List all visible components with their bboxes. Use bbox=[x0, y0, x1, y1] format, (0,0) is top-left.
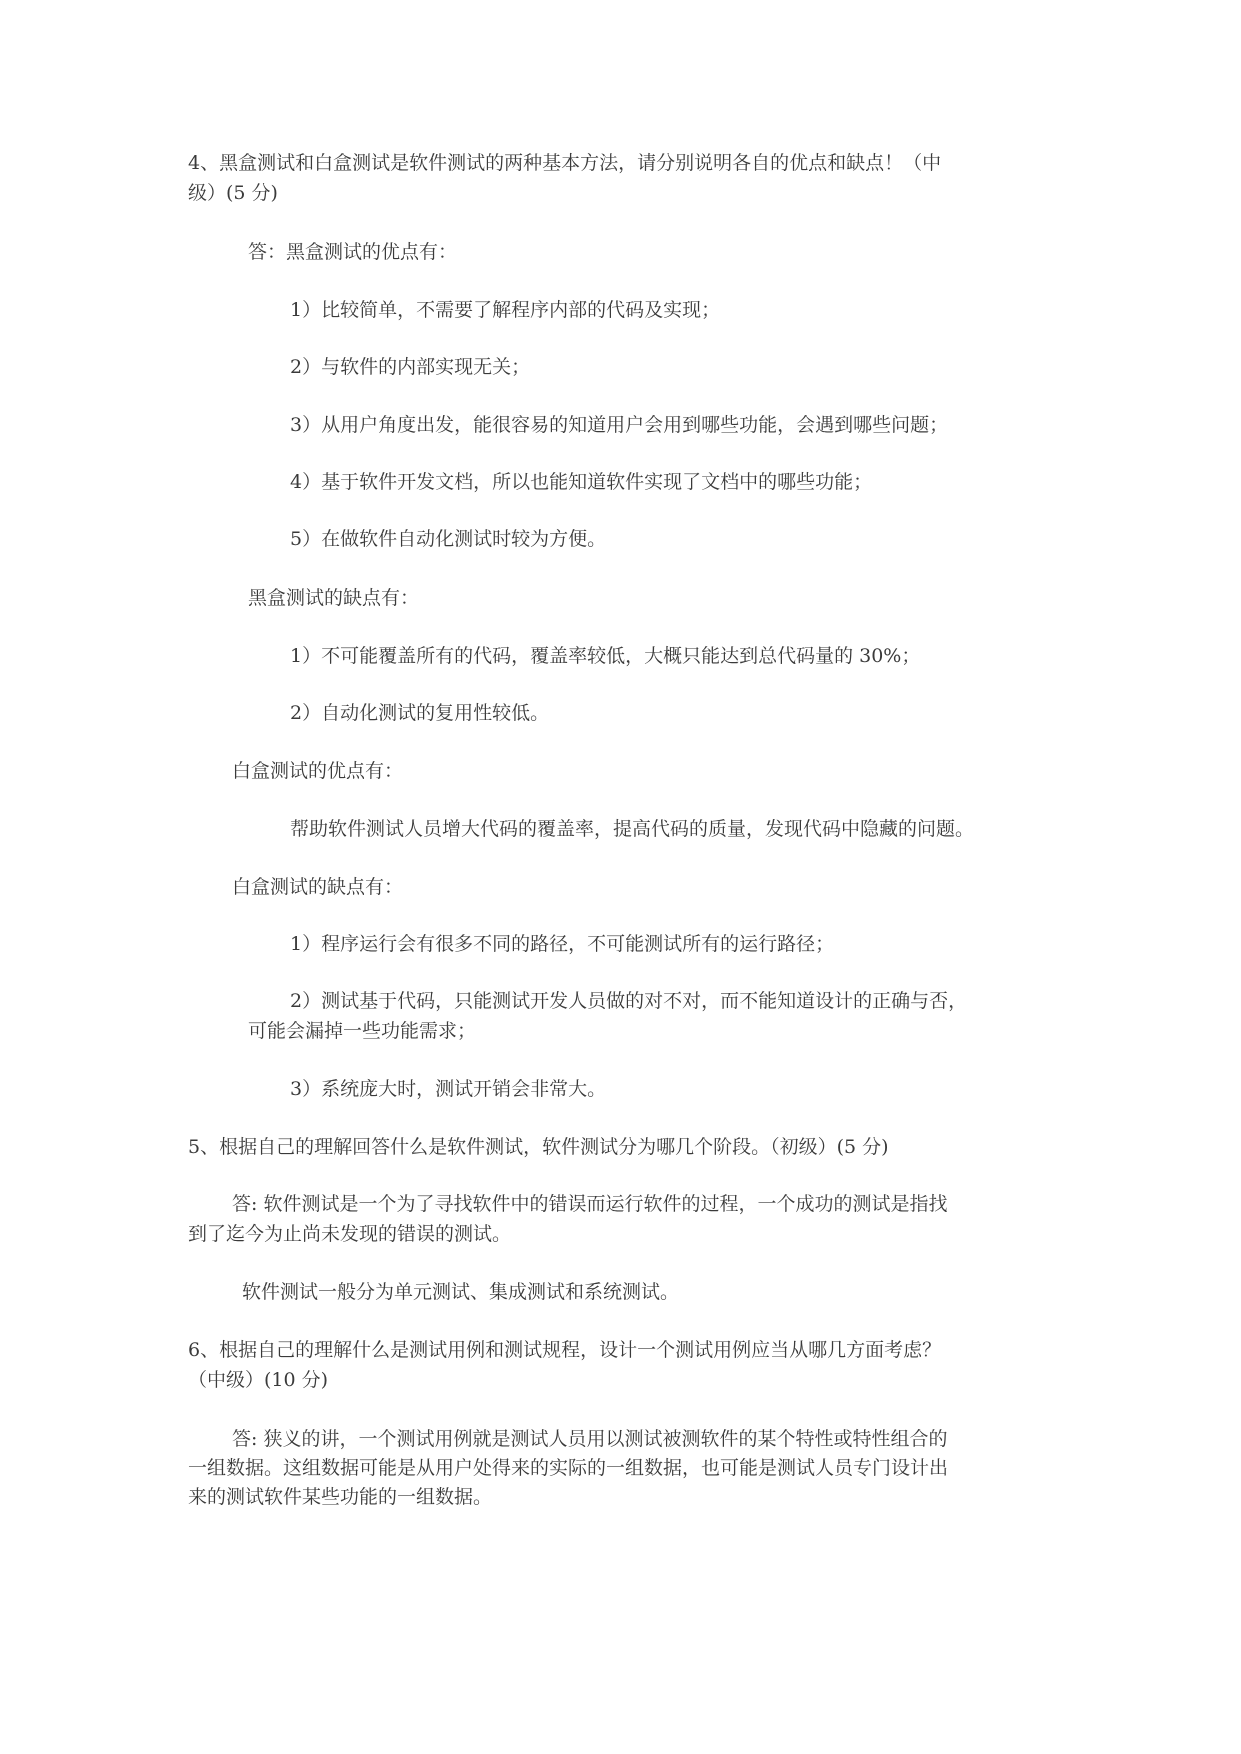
question-6-title: 6、根据自己的理解什么是测试用例和测试规程，设计一个测试用例应当从哪几方面考虑？ bbox=[188, 1339, 942, 1361]
question-6-answer-cont-1: 一组数据。这组数据可能是从用户处得来的实际的一组数据，也可能是测试人员专门设计出 bbox=[188, 1457, 949, 1479]
question-5-answer: 答: 软件测试是一个为了寻找软件中的错误而运行软件的过程，一个成功的测试是指找 bbox=[232, 1193, 948, 1215]
white-box-con-1: 1）程序运行会有很多不同的路径，不可能测试所有的运行路径； bbox=[290, 933, 835, 955]
answer-intro: 答：黑盒测试的优点有： bbox=[248, 241, 458, 263]
black-box-pro-5: 5）在做软件自动化测试时较为方便。 bbox=[290, 528, 607, 550]
black-box-pro-4: 4）基于软件开发文档，所以也能知道软件实现了文档中的哪些功能； bbox=[290, 471, 873, 493]
question-5-stages: 软件测试一般分为单元测试、集成测试和系统测试。 bbox=[242, 1281, 680, 1303]
white-box-cons-heading: 白盒测试的缺点有： bbox=[232, 876, 404, 898]
white-box-pros-heading: 白盒测试的优点有： bbox=[232, 760, 404, 782]
black-box-con-1: 1）不可能覆盖所有的代码，覆盖率较低，大概只能达到总代码量的 30%； bbox=[290, 645, 921, 667]
white-box-con-2-cont: 可能会漏掉一些功能需求； bbox=[248, 1020, 477, 1042]
white-box-con-3: 3）系统庞大时，测试开销会非常大。 bbox=[290, 1078, 607, 1100]
question-6-title-cont: （中级）(10 分) bbox=[188, 1369, 329, 1391]
black-box-pro-2: 2）与软件的内部实现无关； bbox=[290, 356, 531, 378]
question-5-answer-cont: 到了迄今为止尚未发现的错误的测试。 bbox=[188, 1223, 512, 1245]
question-4-title-cont: 级）(5 分) bbox=[188, 182, 278, 204]
question-5-title: 5、根据自己的理解回答什么是软件测试，软件测试分为哪几个阶段。（初级）(5 分) bbox=[188, 1136, 889, 1158]
black-box-pro-1: 1）比较简单，不需要了解程序内部的代码及实现； bbox=[290, 299, 721, 321]
question-6-answer-cont-2: 来的测试软件某些功能的一组数据。 bbox=[188, 1486, 493, 1508]
question-6-answer: 答: 狭义的讲，一个测试用例就是测试人员用以测试被测软件的某个特性或特性组合的 bbox=[232, 1428, 948, 1450]
black-box-con-2: 2）自动化测试的复用性较低。 bbox=[290, 702, 550, 724]
black-box-pro-3: 3）从用户角度出发，能很容易的知道用户会用到哪些功能，会遇到哪些问题； bbox=[290, 414, 949, 436]
white-box-pros-text: 帮助软件测试人员增大代码的覆盖率，提高代码的质量，发现代码中隐藏的问题。 bbox=[290, 818, 975, 840]
black-box-cons-heading: 黑盒测试的缺点有： bbox=[248, 587, 420, 609]
white-box-con-2: 2）测试基于代码，只能测试开发人员做的对不对，而不能知道设计的正确与否， bbox=[290, 990, 968, 1012]
question-4-title: 4、黑盒测试和白盒测试是软件测试的两种基本方法，请分别说明各自的优点和缺点！（中 bbox=[188, 152, 942, 174]
